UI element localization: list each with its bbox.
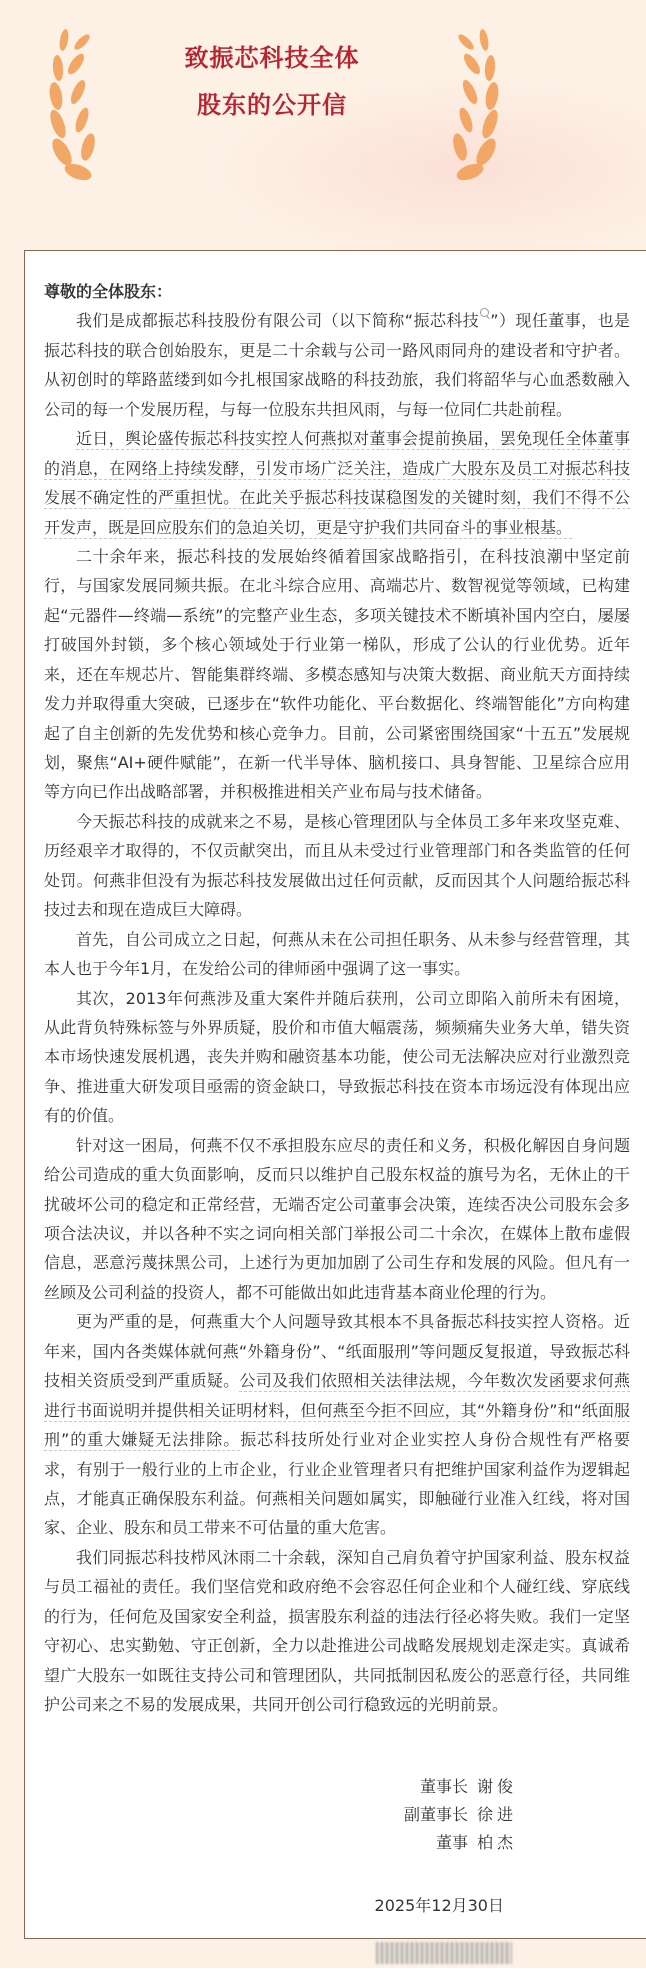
highlighted-text: 公司及我们依照相关法律法规，今年数次发函要求何燕 <box>239 1371 630 1391</box>
paragraph-line: 起“元器件—终端—系统”的完整产业生态，多项关键技术不断填补国内空白，屡屡 <box>44 605 630 625</box>
highlighted-text: 发展不确定性的严重担忧。在此关乎振芯科技谋稳图发的关键时刻，我们不得不公 <box>44 488 630 508</box>
paragraph <box>44 306 630 424</box>
paragraph-line: 发力并取得重大突破，已逐步在“软件功能化、平台数据化、终端智能化”方向构建 <box>44 694 630 714</box>
paragraph <box>44 542 630 807</box>
text-segment: 我们是成都振芯科技股份有限公司（以下简称“振芯科技 <box>76 311 480 331</box>
paragraph-line: 项合法决议，并以各种不实之词向相关部门举报公司二十余次，在媒体上散布虚假 <box>44 1224 630 1243</box>
paragraph-line <box>44 306 630 335</box>
letter-content <box>44 277 630 1719</box>
paragraph-line: 技过去和现在造成巨大障碍。 <box>44 900 253 920</box>
paragraph-line: 争、推进重大研发项目亟需的资金缺口，导致振芯科技在资本市场远没有体现出应 <box>44 1076 630 1096</box>
signature-role: 董事 <box>435 1833 468 1852</box>
signature-role: 副董事长 <box>403 1805 468 1824</box>
paragraph-line: 守初心、忠实勤勉、守正创新，全力以赴推进公司战略发展规划走深走实。真诚希 <box>44 1636 630 1656</box>
paragraph-line <box>44 483 630 512</box>
paragraph-line <box>44 513 630 542</box>
paragraph <box>44 1131 630 1308</box>
signature-chairman <box>380 1773 630 1801</box>
letter-header <box>0 0 646 250</box>
paragraph-line: 从此背负特殊标签与外界质疑，股价和市值大幅震荡，频频痛失业务大单，错失资 <box>44 1017 630 1037</box>
highlighted-text: 近日，舆论盛传振芯科技实控人何燕拟对董事会提前换届，罢免现任全体董事 <box>76 429 630 449</box>
paragraph-line <box>44 1366 630 1395</box>
bottom-strip <box>0 1968 646 1978</box>
paragraph-line: 点，才能真正确保股东利益。何燕相关问题如属实，即触碰行业准入红线，将对国 <box>44 1488 630 1508</box>
paragraph <box>44 1307 630 1543</box>
paragraph-line <box>44 454 630 483</box>
paragraph-line: 护公司来之不易的发展成果，共同开创公司行稳致远的光明前景。 <box>44 1695 509 1714</box>
signature-name: 柏杰 <box>477 1833 518 1852</box>
paragraph-line: 家、企业、股东和员工带来不可估量的重大危害。 <box>44 1518 397 1538</box>
highlighted-text: 开发声，既是回应股东们的急迫关切，更是守护我们共同奋斗的事业根基。 <box>44 517 573 537</box>
paragraph-line: 来，还在车规芯片、智能集群终端、多模态感知与决策大数据、商业航天方面持续 <box>44 664 630 684</box>
paragraph-line: 年来，国内各类媒体就何燕“外籍身份”、“纸面服刑”等问题反复报道，导致振芯科 <box>44 1341 630 1361</box>
text-segment: 技相关资质受到严重质疑。 <box>44 1371 240 1391</box>
signature-role: 董事长 <box>419 1777 468 1796</box>
paragraph-line <box>44 424 630 453</box>
paragraph <box>44 984 630 1131</box>
paragraph-line: 信息，恶意污蔑抹黑公司，上述行为更加加剧了公司生存和发展的风险。但凡有一 <box>44 1253 630 1273</box>
paragraph-line: 针对这一困局，何燕不仅不承担股东应尽的责任和义务，积极化解因自身问题 <box>76 1135 630 1155</box>
paragraph-line: 公司的每一个发展历程，与每一位股东共担风雨，与每一位同仁共赴前程。 <box>44 399 573 419</box>
paragraph-line: 今天振芯科技的成就来之不易，是核心管理团队与全体员工多年来攻坚克难、 <box>76 811 630 831</box>
text-segment: ”）现任董事，也是 <box>490 311 631 331</box>
paragraph-line: 更为严重的是，何燕重大个人问题导致其根本不具备振芯科技实控人资格。近 <box>76 1312 630 1332</box>
signature-name: 谢俊 <box>477 1777 518 1796</box>
paragraph <box>44 807 630 925</box>
signature-vice-chairman <box>380 1801 630 1829</box>
paragraph-line: 划，聚焦“AI+硬件赋能”，在新一代半导体、脑机接口、具身智能、卫星综合应用 <box>44 753 630 772</box>
paragraph-line: 从初创时的筚路蓝缕到如今扎根国家战略的科技劲旅，我们将韶华与心血悉数融入 <box>44 370 630 390</box>
paragraph-line: 本人也于今年1月，在发给公司的律师函中强调了这一事实。 <box>44 959 471 979</box>
paragraph-line: 扰破坏公司的稳定和正常经营，无端否定公司董事会决策，连续否决公司股东会多 <box>44 1194 630 1214</box>
paragraph-line: 首先，自公司成立之日起，何燕从未在公司担任职务、从未参与经营管理，其 <box>76 929 630 949</box>
highlighted-text: 刑”的重大嫌疑无法排除。 <box>44 1430 241 1450</box>
paragraph <box>44 925 630 984</box>
paragraph-line: 求，有别于一般行业的上市企业，行业企业管理者只有把维护国家利益作为逻辑起 <box>44 1459 630 1479</box>
watermark <box>376 1942 512 1964</box>
letter-date: 2025年12月30日 <box>374 1896 504 1915</box>
paragraph-line: 与员工福祉的责任。我们坚信党和政府绝不会容忍任何企业和个人碰红线、穿底线 <box>44 1577 630 1597</box>
signature-name: 徐进 <box>477 1805 518 1824</box>
paragraph <box>44 424 630 542</box>
paragraph-line: 处罚。何燕非但没有为振芯科技发展做出过任何贡献，反而因其个人问题给振芯科 <box>44 870 630 890</box>
highlighted-text: 的消息，在网络上持续发酵，引发市场广泛关注，造成广大股东及员工对振芯科技 <box>44 458 630 478</box>
paragraph <box>44 1543 630 1720</box>
paragraphs <box>44 306 630 1719</box>
paragraph-line: 振芯科技的联合创始股东，更是二十余载与公司一路风雨同舟的建设者和守护者。 <box>44 340 630 360</box>
paragraph-line: 本市场快速发展机遇，丧失并购和融资基本功能，使公司无法解决应对行业激烈竞 <box>44 1047 630 1067</box>
text-segment: 振芯科技所处行业对企业实控人身份合规性有严格要 <box>240 1430 630 1450</box>
paragraph-line: 打破国外封锁，多个核心领域处于行业第一梯队，形成了公认的行业优势。近年 <box>44 635 630 655</box>
paragraph-line: 等方向已作出战略部署，并积极推进相关产业布局与技术储备。 <box>44 782 493 802</box>
paragraph-line: 有的价值。 <box>44 1106 125 1126</box>
paragraph-line <box>44 1425 630 1454</box>
highlighted-text: 进行书面说明并提供相关证明材料，但何燕至今拒不回应，其“外籍身份”和“纸面服 <box>44 1400 630 1420</box>
paragraph-line: 我们同振芯科技栉风沐雨二十余载，深知自己肩负着守护国家利益、股东权益 <box>76 1547 630 1567</box>
paragraph-line: 其次，2013年何燕涉及重大案件并随后获刑，公司立即陷入前所未有困境， <box>76 988 630 1008</box>
paragraph-line: 起了自主创新的先发优势和核心竞争力。目前，公司紧密围绕国家“十五五”发展规 <box>44 723 630 743</box>
paragraph-line: 望广大股东一如既往支持公司和管理团队，共同抵制因私废公的恶意行径，共同维 <box>44 1665 630 1685</box>
search-icon[interactable] <box>480 308 489 317</box>
paragraph-line: 丝顾及公司利益的投资人，都不可能做出如此违背基本商业伦理的行为。 <box>44 1282 557 1302</box>
letter-title-line-1: 致振芯科技全体 <box>184 44 360 72</box>
paragraph-line: 的行为，任何危及国家安全利益，损害股东利益的违法行径必将失败。我们一定坚 <box>44 1606 630 1626</box>
signature-block <box>380 1773 630 1857</box>
paragraph-line: 历经艰辛才取得的，不仅贡献突出，而且从未受过行业管理部门和各类监管的任何 <box>44 841 630 861</box>
signature-director <box>380 1829 630 1857</box>
paragraph-line: 二十余年来，振芯科技的发展始终循着国家战略指引，在科技浪潮中坚定前 <box>76 546 630 566</box>
paragraph-line: 行，与国家发展同频共振。在北斗综合应用、高端芯片、数智视觉等领域，已构建 <box>44 576 630 596</box>
salutation: 尊敬的全体股东： <box>44 282 173 301</box>
letter-title-line-2: 股东的公开信 <box>197 91 347 119</box>
paragraph-line: 给公司造成的重大负面影响，反而只以维护自己股东权益的旗号为名，无休止的干 <box>44 1165 630 1185</box>
paragraph-line <box>44 1396 630 1425</box>
